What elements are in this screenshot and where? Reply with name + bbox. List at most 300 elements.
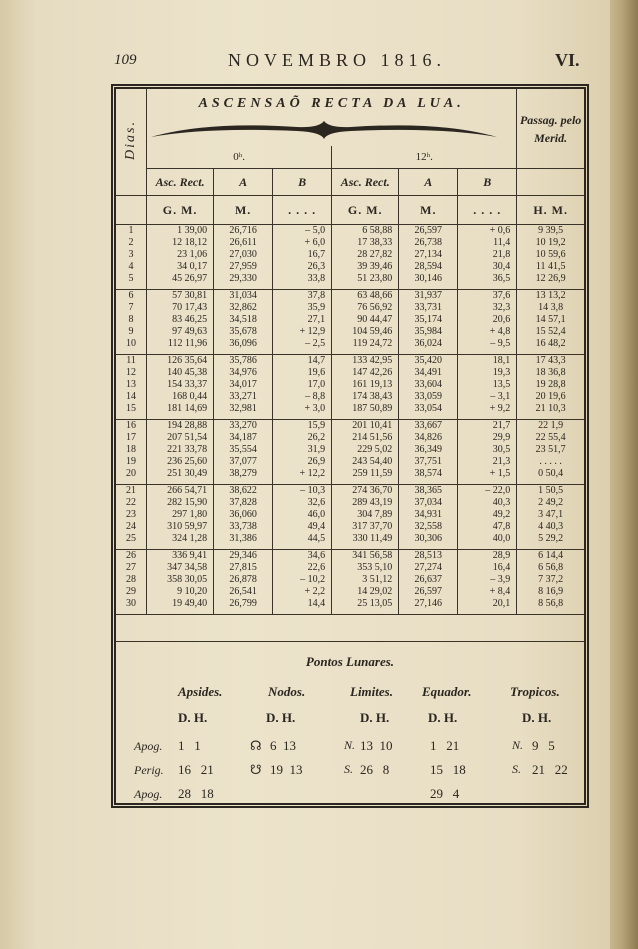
b-12-values	[458, 290, 517, 355]
table-cell: 27,274	[414, 562, 443, 573]
a-0-header: A	[214, 169, 273, 196]
table-cell: 20	[126, 468, 136, 479]
row2-limites-label: S.	[344, 762, 353, 776]
table-cell: 30,146	[414, 273, 443, 284]
table-cell: – 5,0	[305, 225, 326, 236]
ephemeris-frame	[111, 84, 589, 808]
table-cell: 26,597	[414, 586, 443, 597]
table-cell: 40,3	[492, 497, 511, 508]
table-cell: 14,4	[307, 598, 326, 609]
pontos-title: Pontos Lunares.	[305, 654, 395, 669]
section-number: VI.	[555, 50, 580, 70]
equador-heading: Equador.	[422, 684, 472, 699]
table-cell: 90 44,47	[357, 314, 393, 325]
dias-unit	[116, 196, 147, 225]
table-cell: 21	[126, 485, 136, 496]
b-12-values	[458, 355, 517, 420]
passag-values	[517, 485, 584, 550]
table-cell: 28,594	[414, 261, 443, 272]
table-cell: 13 13,2	[535, 290, 566, 301]
table-cell: 45 26,97	[172, 273, 208, 284]
table-cell: 33,604	[414, 379, 443, 390]
unit-dots-0: . . . .	[273, 196, 332, 225]
table-cell: 37,828	[229, 497, 257, 508]
passag-header	[517, 89, 584, 169]
table-cell: 33,738	[229, 521, 257, 532]
table-cell: 25	[126, 533, 136, 544]
table-cell: – 9,5	[490, 338, 511, 349]
table-cell: 34,518	[229, 314, 257, 325]
b-0-values	[273, 550, 332, 615]
table-cell: 17,0	[307, 379, 326, 390]
table-cell: 27,030	[229, 249, 257, 260]
day-numbers	[116, 485, 147, 550]
a-12-values	[399, 485, 458, 550]
table-cell: 2	[128, 237, 134, 248]
day-numbers	[116, 290, 147, 355]
table-cell: 32,981	[229, 403, 257, 414]
limites-heading: Limites.	[350, 684, 393, 699]
asc-rect-12-values	[332, 485, 399, 550]
hour-0-header: 0ʰ.	[147, 146, 332, 169]
row1-tropicos: 9 5	[532, 738, 555, 753]
table-cell: 15	[126, 403, 136, 414]
table-cell: 1 50,5	[538, 485, 564, 496]
table-cell: 2 49,2	[538, 497, 564, 508]
table-cell: + 1,5	[489, 468, 511, 479]
a-0-values	[214, 550, 273, 615]
b-12-values	[458, 225, 517, 290]
table-cell: 15 52,4	[535, 326, 566, 337]
table-cell: 17 38,33	[357, 237, 393, 248]
table-cell: 6	[128, 290, 134, 301]
tropicos-dh: D. H.	[522, 710, 552, 725]
table-cell: – 2,5	[305, 338, 326, 349]
table-cell: 154 33,37	[167, 379, 208, 390]
asc-rect-0-values	[147, 225, 214, 290]
passag-values	[517, 550, 584, 615]
pontos-row-2	[134, 762, 568, 778]
table-cell: 16 48,2	[535, 338, 566, 349]
table-cell: 32,862	[229, 302, 257, 313]
a-0-values	[214, 420, 273, 485]
running-head	[0, 50, 610, 76]
table-cell: 57 30,81	[172, 290, 208, 301]
pontos-row-3	[134, 786, 460, 802]
b-0-values	[273, 485, 332, 550]
table-cell: 26,541	[229, 586, 257, 597]
table-cell: 353 5,10	[357, 562, 393, 573]
table-cell: 104 59,46	[352, 326, 393, 337]
b-12-values	[458, 550, 517, 615]
table-cell: 26,611	[229, 237, 257, 248]
table-cell: 207 51,54	[167, 432, 208, 443]
table-cell: 317 37,70	[352, 521, 393, 532]
table-cell: 24	[126, 521, 136, 532]
unit-gm-12: G. M.	[332, 196, 399, 225]
table-cell: 31,937	[414, 290, 443, 301]
table-cell: 35,678	[229, 326, 257, 337]
ephemeris-table	[116, 89, 584, 615]
pontos-lunares	[116, 641, 584, 804]
table-cell: 126 35,64	[167, 355, 208, 366]
a-0-values	[214, 290, 273, 355]
table-cell: 63 48,66	[357, 290, 393, 301]
unit-gm-0: G. M.	[147, 196, 214, 225]
table-cell: 14,7	[307, 355, 326, 366]
table-cell: 14 57,1	[535, 314, 566, 325]
b-0-values	[273, 225, 332, 290]
table-cell: 28,9	[492, 550, 511, 561]
table-cell: 10 59,6	[535, 249, 566, 260]
table-cell: 304 7,89	[357, 509, 393, 520]
table-cell: 26,738	[414, 237, 443, 248]
table-cell: 11	[126, 355, 136, 366]
table-cell: 31,9	[307, 444, 326, 455]
brace-icon	[147, 119, 501, 141]
table-cell: 83 46,25	[172, 314, 208, 325]
asc-rect-0-values	[147, 550, 214, 615]
table-cell: 35,786	[229, 355, 257, 366]
table-cell: 30	[126, 598, 136, 609]
table-title: ASCENSAÕ RECTA DA LUA.	[147, 89, 517, 119]
table-cell: 229 5,02	[357, 444, 393, 455]
table-cell: 358 30,05	[167, 574, 208, 585]
table-cell: 214 51,56	[352, 432, 393, 443]
table-cell: 16,7	[307, 249, 326, 260]
day-numbers	[116, 355, 147, 420]
row1-limites-label: N.	[344, 738, 356, 752]
table-cell: 14 29,02	[357, 586, 393, 597]
nodos-heading: Nodos.	[268, 684, 306, 699]
table-cell: 33,059	[414, 391, 443, 402]
row2-nodos: 19 13	[270, 762, 303, 777]
row3-label: Apog.	[134, 787, 163, 801]
table-cell: 13	[126, 379, 136, 390]
row3-equador: 29 4	[430, 786, 460, 801]
table-cell: 26	[126, 550, 136, 561]
table-cell: 336 9,41	[172, 550, 208, 561]
table-cell: 21,7	[492, 420, 511, 431]
unit-m-0: M.	[214, 196, 273, 225]
asc-rect-0-values	[147, 355, 214, 420]
table-cell: 27,146	[414, 598, 443, 609]
table-cell: 33,270	[229, 420, 257, 431]
row1-limites: 13 10	[360, 738, 393, 753]
table-cell: 243 54,40	[352, 456, 393, 467]
table-cell: 17	[126, 432, 136, 443]
table-cell: 259 11,59	[352, 468, 393, 479]
table-cell: 5	[128, 273, 134, 284]
table-cell: – 3,1	[490, 391, 511, 402]
table-cell: 14 3,8	[538, 302, 564, 313]
asc-rect-0-header: Asc. Rect.	[147, 169, 214, 196]
row2-apsides: 16 21	[178, 762, 214, 777]
table-cell: + 2,2	[304, 586, 326, 597]
table-cell: 28,513	[414, 550, 443, 561]
table-cell: 14	[126, 391, 136, 402]
table-cell: + 3,0	[304, 403, 326, 414]
table-cell: 31,386	[229, 533, 257, 544]
table-cell: 6 14,4	[538, 550, 564, 561]
table-cell: 27,815	[229, 562, 257, 573]
row1-tropicos-label: N.	[512, 738, 524, 752]
a-0-values	[214, 355, 273, 420]
table-cell: 3 47,1	[538, 509, 564, 520]
tropicos-heading: Tropicos.	[510, 684, 560, 699]
table-cell: 37,8	[307, 290, 326, 301]
table-cell: . . . . .	[539, 456, 562, 467]
table-cell: 18	[126, 444, 136, 455]
b-0-values	[273, 420, 332, 485]
table-cell: 36,5	[492, 273, 511, 284]
table-cell: – 10,3	[300, 485, 326, 496]
dias-label: Dias.	[123, 119, 138, 160]
table-cell: 12	[126, 367, 136, 378]
descending-node-icon: ☋	[250, 762, 262, 777]
table-cell: 6 58,88	[362, 225, 393, 236]
table-cell: 12 18,12	[172, 237, 208, 248]
day-numbers	[116, 225, 147, 290]
table-cell: 27,1	[307, 314, 326, 325]
table-cell: 4 40,3	[538, 521, 564, 532]
asc-rect-12-values	[332, 290, 399, 355]
table-cell: 19 49,40	[172, 598, 208, 609]
row2-limites: 26 8	[360, 762, 390, 777]
b-0-values	[273, 355, 332, 420]
table-cell: 31,034	[229, 290, 257, 301]
table-cell: 18 36,8	[535, 367, 566, 378]
table-cell: 23	[126, 509, 136, 520]
table-cell: 140 45,38	[167, 367, 208, 378]
a-12-values	[399, 290, 458, 355]
table-cell: 33,054	[414, 403, 443, 414]
asc-rect-0-values	[147, 290, 214, 355]
table-cell: 19 28,8	[535, 379, 566, 390]
table-cell: 12 26,9	[535, 273, 566, 284]
table-cell: 38,622	[229, 485, 257, 496]
table-cell: 20,1	[492, 598, 511, 609]
table-cell: 33,667	[414, 420, 443, 431]
table-cell: 34,6	[307, 550, 326, 561]
table-cell: 23 51,7	[535, 444, 566, 455]
table-cell: 36,349	[414, 444, 443, 455]
table-cell: 6 56,8	[538, 562, 564, 573]
a-12-values	[399, 550, 458, 615]
day-numbers	[116, 420, 147, 485]
table-cell: 47,8	[492, 521, 511, 532]
passag-values	[517, 225, 584, 290]
b-12-values	[458, 420, 517, 485]
table-cell: 35,9	[307, 302, 326, 313]
table-cell: 40,0	[492, 533, 511, 544]
table-cell: 44,5	[307, 533, 326, 544]
table-cell: 26,799	[229, 598, 257, 609]
table-cell: 19,6	[307, 367, 326, 378]
table-cell: 3	[128, 249, 134, 260]
table-cell: 32,558	[414, 521, 443, 532]
table-cell: 29,330	[229, 273, 257, 284]
table-cell: 26,9	[307, 456, 326, 467]
apsides-heading: Apsides.	[178, 684, 223, 699]
nodos-dh: D. H.	[266, 710, 296, 725]
table-cell: 34,491	[414, 367, 443, 378]
row2-tropicos-label: S.	[512, 762, 521, 776]
table-cell: 33,8	[307, 273, 326, 284]
table-cell: 19,3	[492, 367, 511, 378]
day-group-row	[116, 225, 584, 290]
table-cell: 174 38,43	[352, 391, 393, 402]
table-cell: 37,6	[492, 290, 511, 301]
table-cell: 27	[126, 562, 136, 573]
table-cell: 201 10,41	[352, 420, 393, 431]
table-cell: 119 24,72	[352, 338, 393, 349]
ephemeris-body	[116, 225, 584, 615]
table-cell: 76 56,92	[357, 302, 393, 313]
table-cell: 133 42,95	[352, 355, 393, 366]
row2-equador: 15 18	[430, 762, 466, 777]
table-cell: 33,271	[229, 391, 257, 402]
table-cell: 22,6	[307, 562, 326, 573]
table-cell: 3 51,12	[362, 574, 393, 585]
dias-header	[116, 89, 147, 196]
table-cell: 20 19,6	[535, 391, 566, 402]
asc-rect-12-header: Asc. Rect.	[332, 169, 399, 196]
table-cell: 37,751	[414, 456, 443, 467]
table-cell: 10 19,2	[535, 237, 566, 248]
table-cell: 1	[128, 225, 134, 236]
table-cell: 22	[126, 497, 136, 508]
table-cell: 0 50,4	[538, 468, 564, 479]
table-cell: 38,574	[414, 468, 443, 479]
asc-rect-12-values	[332, 225, 399, 290]
table-cell: 29,9	[492, 432, 511, 443]
table-cell: 266 54,71	[167, 485, 208, 496]
asc-rect-0-values	[147, 485, 214, 550]
table-cell: + 4,8	[489, 326, 511, 337]
table-cell: 20,6	[492, 314, 511, 325]
b-0-header: B	[273, 169, 332, 196]
unit-m-12: M.	[399, 196, 458, 225]
apsides-dh: D. H.	[178, 710, 208, 725]
table-cell: 147 42,26	[352, 367, 393, 378]
passag-values	[517, 290, 584, 355]
table-cell: 35,554	[229, 444, 257, 455]
table-cell: – 8,8	[305, 391, 326, 402]
table-cell: – 3,9	[490, 574, 511, 585]
table-cell: 26,597	[414, 225, 443, 236]
table-cell: + 0,6	[489, 225, 511, 236]
row2-label: Perig.	[134, 763, 164, 777]
table-cell: 10	[126, 338, 136, 349]
table-cell: 34,931	[414, 509, 443, 520]
table-cell: 16	[126, 420, 136, 431]
row2-tropicos: 21 22	[532, 762, 568, 777]
table-cell: 112 11,96	[167, 338, 208, 349]
table-cell: 11 41,5	[535, 261, 566, 272]
table-cell: 9	[128, 326, 134, 337]
passag-values	[517, 420, 584, 485]
table-cell: 221 33,78	[167, 444, 208, 455]
day-group-row	[116, 485, 584, 550]
row1-label: Apog.	[134, 739, 163, 753]
table-cell: 194 28,88	[167, 420, 208, 431]
table-cell: 97 49,63	[172, 326, 208, 337]
table-cell: 38,279	[229, 468, 257, 479]
table-cell: 297 1,80	[172, 509, 208, 520]
table-cell: 13,5	[492, 379, 511, 390]
a-12-values	[399, 355, 458, 420]
table-cell: 49,2	[492, 509, 511, 520]
table-cell: 161 19,13	[352, 379, 393, 390]
ascending-node-icon: ☊	[250, 738, 262, 753]
table-cell: 7	[128, 302, 134, 313]
table-cell: – 10,2	[300, 574, 326, 585]
table-cell: 28 27,82	[357, 249, 393, 260]
a-12-values	[399, 420, 458, 485]
table-cell: 21,3	[492, 456, 511, 467]
table-cell: 34,017	[229, 379, 257, 390]
limites-dh: D. H.	[360, 710, 390, 725]
hour-12-header: 12ʰ.	[332, 146, 517, 169]
table-cell: 181 14,69	[167, 403, 208, 414]
table-cell: 26,716	[229, 225, 257, 236]
row1-apsides: 1 1	[178, 738, 201, 753]
table-cell: 15,9	[307, 420, 326, 431]
table-cell: 27,959	[229, 261, 257, 272]
table-cell: 35,420	[414, 355, 443, 366]
table-cell: 37,077	[229, 456, 257, 467]
table-cell: 32,6	[307, 497, 326, 508]
table-cell: 32,3	[492, 302, 511, 313]
table-cell: + 6,0	[304, 237, 326, 248]
page-title: NOVEMBRO 1816.	[228, 50, 447, 70]
b-0-values	[273, 290, 332, 355]
table-cell: 7 37,2	[538, 574, 564, 585]
row1-nodos: 6 13	[270, 738, 296, 753]
asc-rect-12-values	[332, 420, 399, 485]
table-cell: 36,096	[229, 338, 257, 349]
table-cell: 35,984	[414, 326, 443, 337]
table-cell: 347 34,58	[167, 562, 208, 573]
a-12-header: A	[399, 169, 458, 196]
b-12-values	[458, 485, 517, 550]
table-cell: 168 0,44	[172, 391, 208, 402]
table-cell: 49,4	[307, 521, 326, 532]
table-cell: 36,024	[414, 338, 443, 349]
table-cell: 37,034	[414, 497, 443, 508]
table-cell: 282 15,90	[167, 497, 208, 508]
table-cell: 341 56,58	[352, 550, 393, 561]
table-cell: 310 59,97	[167, 521, 208, 532]
table-cell: 330 11,49	[352, 533, 393, 544]
table-cell: 16,4	[492, 562, 511, 573]
passag-values	[517, 355, 584, 420]
table-cell: 9 39,5	[538, 225, 564, 236]
table-cell: 39 39,46	[357, 261, 393, 272]
passag-label: Passag. pelo Merid.	[519, 112, 582, 145]
a-0-values	[214, 225, 273, 290]
b-12-header: B	[458, 169, 517, 196]
table-cell: 324 1,28	[172, 533, 208, 544]
table-cell: + 9,2	[489, 403, 511, 414]
equador-dh: D. H.	[428, 710, 458, 725]
page-number: 109	[114, 52, 137, 68]
table-cell: 21 10,3	[535, 403, 566, 414]
unit-hm: H. M.	[517, 196, 584, 225]
table-cell: 8 16,9	[538, 586, 564, 597]
asc-rect-12-values	[332, 550, 399, 615]
